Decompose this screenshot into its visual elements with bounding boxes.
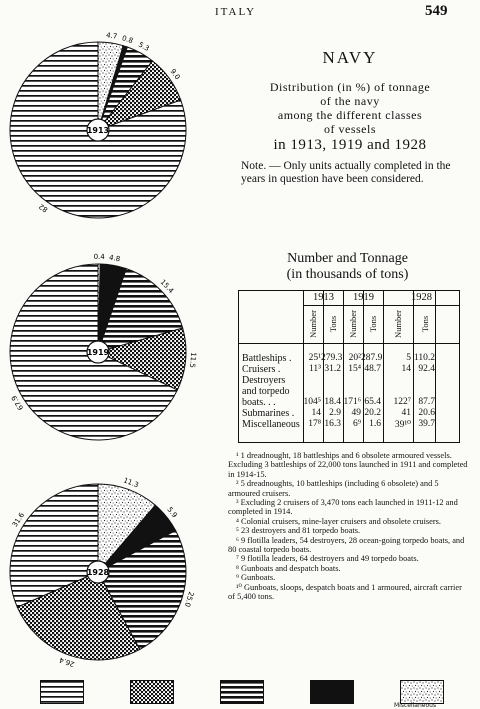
navy-heading: NAVY xyxy=(322,48,378,67)
table-cell: 2.9 xyxy=(329,408,341,418)
table-rule xyxy=(435,291,436,442)
table-cell: 48.7 xyxy=(364,364,381,374)
footnote: ² 5 dreadnoughts, 10 battleships (including 6 obsolete) and 5 armoured cruisers. xyxy=(228,479,439,498)
table-title-line1: Number and Tonnage xyxy=(287,251,408,266)
table-cell: 104⁵ xyxy=(303,397,321,407)
table-row-label: Battleships . xyxy=(242,353,292,364)
table-cell: 20.2 xyxy=(364,408,381,418)
table-cell: 15⁴ xyxy=(348,364,361,374)
table-row-label: and torpedo xyxy=(242,386,290,397)
table-row-label: Submarines . xyxy=(242,408,295,419)
table-cell: 287.9 xyxy=(361,353,383,363)
distribution-years: in 1913, 1919 and 1928 xyxy=(273,137,427,153)
table-column-header: Number xyxy=(348,310,358,338)
legend-swatch-cruisers xyxy=(130,680,174,704)
legend-swatch-fill xyxy=(41,681,83,703)
legend-swatch-fill xyxy=(311,681,353,703)
table-cell: 17⁸ xyxy=(308,419,321,429)
vessel-table xyxy=(238,290,460,443)
table-cell: 1.6 xyxy=(369,419,381,429)
pie-slice-label: 5.9 xyxy=(165,505,179,520)
pie-slice-label: 0.8 xyxy=(120,34,134,46)
table-column-header: Number xyxy=(308,310,318,338)
pie-chart-1928 xyxy=(10,476,195,668)
pie-slice-label: 15.4 xyxy=(158,278,176,295)
pie-slice-label: 11.3 xyxy=(122,476,140,490)
table-cell: 25¹ xyxy=(308,353,321,363)
pie-slice-label: 0.4 xyxy=(93,252,105,262)
pie-slice-label: 9.0 xyxy=(168,67,182,82)
table-cell: 16.3 xyxy=(324,419,341,429)
pie-slice-label: 4.8 xyxy=(108,253,121,264)
pie-slice-label: 26.4 xyxy=(58,655,76,669)
table-column-header: Number xyxy=(393,310,403,338)
table-cell: 20.6 xyxy=(418,408,435,418)
legend-swatch-submarines xyxy=(310,680,354,704)
table-cell: 5 xyxy=(406,353,411,363)
table-column-header: Tons xyxy=(328,315,338,333)
table-cell: 6⁹ xyxy=(352,419,361,429)
table-cell: 279.3 xyxy=(321,353,343,363)
pie-slice-label: 31.6 xyxy=(10,511,27,529)
table-cell: 49 xyxy=(351,408,361,418)
table-row-label: boats. . . xyxy=(242,397,276,408)
table-cell: 110.2 xyxy=(413,353,435,363)
distribution-title-line: of vessels xyxy=(324,122,376,136)
note: Note. — Only units actually completed in the years in question have been considered. xyxy=(241,160,451,185)
table-cell: 39.7 xyxy=(418,419,435,429)
footnote: ³ Excluding 2 cruisers of 3,470 tons each launched in 1911-12 and completed in 1914. xyxy=(228,498,458,517)
table-cell: 41 xyxy=(401,408,411,418)
table-title-line2: (in thousands of tons) xyxy=(286,267,409,282)
pie-chart-1913 xyxy=(10,31,186,218)
footnote: ⁷ 9 flotilla leaders, 64 destroyers and 49 torpedo boats. xyxy=(236,554,419,564)
distribution-title xyxy=(225,80,475,152)
table-cell: 87.7 xyxy=(418,397,435,407)
table-rule xyxy=(239,343,459,344)
table-cell: 31.2 xyxy=(324,364,341,374)
table-cell: 65.4 xyxy=(364,397,381,407)
table-cell: 11³ xyxy=(309,364,321,374)
pie-year-label: 1928 xyxy=(86,568,110,577)
table-row-label: Cruisers . xyxy=(242,364,281,375)
table-year-header: 1919 xyxy=(353,292,374,303)
legend-swatch-battleships xyxy=(40,680,84,704)
table-rule xyxy=(303,305,459,306)
table-title xyxy=(235,251,460,283)
distribution-title-line: among the different classes xyxy=(277,108,423,122)
legend-swatch-miscellaneous xyxy=(400,680,444,704)
table-column-header: Tons xyxy=(368,315,378,333)
table-cell: 92.4 xyxy=(418,364,435,374)
pie-year-label: 1919 xyxy=(86,348,110,357)
pie-slice-label: 5.3 xyxy=(136,40,151,53)
footnote: ¹⁰ Gunboats, sloops, despatch boats and 1 armoured, aircraft carrier of 5,400 tons. xyxy=(228,582,462,602)
pie-slice-label: 4.7 xyxy=(105,31,118,41)
distribution-title-line: of the navy xyxy=(320,94,380,108)
pie-year-label: 1913 xyxy=(86,126,110,135)
table-cell: 171⁶ xyxy=(343,397,361,407)
legend-swatch-fill xyxy=(131,681,173,703)
table-cell: 122⁷ xyxy=(393,397,411,407)
pie-slice-label: 11.5 xyxy=(188,351,198,369)
pie-slice-label: 82 xyxy=(37,201,50,214)
table-row-label: Miscellaneous xyxy=(242,419,300,430)
table-cell: 14 xyxy=(311,408,321,418)
footnote: ⁹ Gunboats. xyxy=(236,573,276,583)
table-column-header: Tons xyxy=(420,315,430,333)
distribution-title-line: Distribution (in %) of tonnage xyxy=(269,80,431,94)
legend-swatch-fill xyxy=(221,681,263,703)
table-row-label: Destroyers xyxy=(242,375,286,386)
table-cell: 18.4 xyxy=(324,397,341,407)
table-year-header: 1913 xyxy=(313,292,334,303)
footnotes xyxy=(228,451,468,602)
footnote: ⁸ Gunboats and despatch boats. xyxy=(236,563,341,573)
running-head: ITALY xyxy=(215,6,257,18)
pie-slice-label: 67.9 xyxy=(10,393,26,412)
footnote: ⁶ 9 flotilla leaders, 54 destroyers, 28 ocean-going torpedo boats, and 80 coastal torpedo boats. xyxy=(228,535,465,555)
pie-slice-label: 25.0 xyxy=(182,590,196,608)
legend-swatch-fill xyxy=(401,681,443,703)
table-year-header: 1928 xyxy=(411,292,432,303)
page-number: 549 xyxy=(425,3,448,19)
pie-chart-1919 xyxy=(10,253,197,440)
footnote: ⁴ Colonial cruisers, mine-layer cruisers and obsolete cruisers. xyxy=(236,516,442,526)
footnote: ⁵ 23 destroyers and 81 torpedo boats. xyxy=(236,526,361,536)
legend-swatch-destroyers xyxy=(220,680,264,704)
table-cell: 14 xyxy=(401,364,411,374)
legend-label: Miscellaneous xyxy=(394,702,437,709)
table-cell: 39¹⁰ xyxy=(394,420,411,430)
table-cell: 20² xyxy=(348,353,361,363)
footnote: ¹ 1 dreadnought, 18 battleships and 6 obsolete armoured vessels. Excluding 3 battleships of 22,000 tons launched in 1911 and completed in 1914-15. xyxy=(228,451,468,479)
